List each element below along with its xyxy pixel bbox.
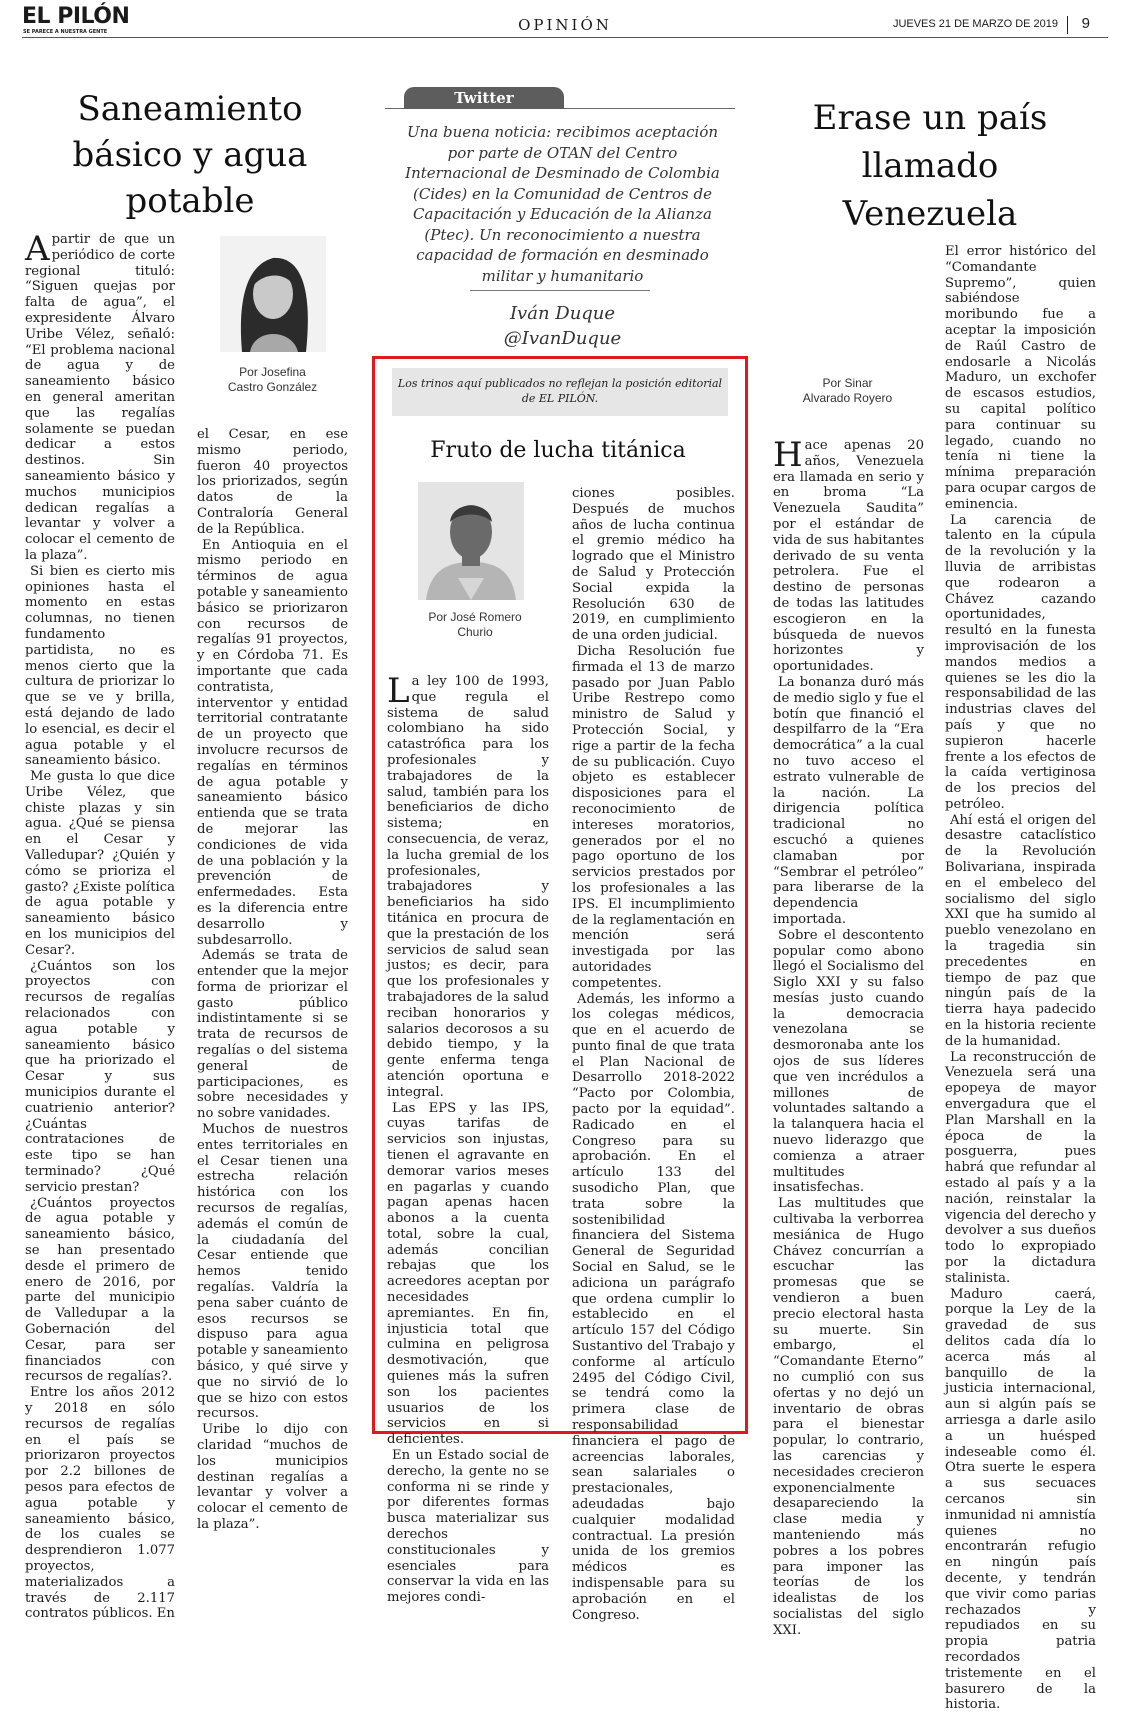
paragraph: Sobre el descontento popular como abono llegó el Socialismo del Siglo XXI y su falso mesías justo cuando la democracia venezolana se desmoronaba ante los ojos de sus líderes que ven incrédulos a millones de voluntades saltando a la talanquera hacia el nuevo liderazgo que comienza a atraer multitudes insatisfechas. <box>773 927 924 1196</box>
paragraph: Las EPS y las IPS, cuyas tarifas de servicios son injustas, tienen el agravante en demorar varios meses en pagarlas y cuando pagan apenas hacen abonos a la cuenta total, sobre la cual, además concilian rebajas que los acreedores aceptan por necesidades apremiantes. En fin, injusticia total que culmina en peligrosa desmotivación, que quienes más la sufren son los pacientes usuarios de los servicios en si deficientes. <box>387 1100 549 1448</box>
section-title: OPINIÓN <box>518 16 612 34</box>
masthead <box>22 6 1108 38</box>
tweet-quote: Una buena noticia: recibimos aceptación por parte de OTAN del Centro Internacional de Desminado de Colombia (Cides) en la Comunidad de Centros de Capacitación y Educación de la Alianza (Ptec). Un reconocimiento a nuestra capacidad de formación en desminado militar y humanitario <box>405 123 720 285</box>
paragraph: el Cesar, en ese mismo periodo, fueron 40 proyectos los priorizados, según datos de la Contraloría General de la República. <box>197 427 348 537</box>
paragraph: Hace apenas 20 años, Venezuela era llamada en serio y en broma “La Venezuela Saudita” por el estándar de vida de sus habitantes derivado de su venta petrolera. Fue el destino de personas de todas las latitudes escogieron en la búsqueda de nuevos horizontes y oportunidades. <box>773 435 924 675</box>
tweet-author <box>395 301 730 351</box>
paragraph: Las multitudes que cultivaba la verborrea mesiánica de Hugo Chávez concurrían a escuchar las promesas que se vendieron a buen precio electoral hasta su muerte. Sin embargo, el “Comandante Eterno” no cumplió con sus ofertas y no dejó un inventario de obras para el bienestar popular, lo contrario, las carencias y necesidades crecieron exponencialmente desapareciendo la clase media y manteniendo más pobres a los pobres para imponer las teorías de los idealistas de los socialistas del siglo XXI. <box>773 1196 924 1638</box>
header-divider <box>1067 16 1068 34</box>
author-photo-josefina <box>220 236 326 352</box>
drop-cap: A <box>25 229 50 269</box>
issue-date: JUEVES 21 DE MARZO DE 2019 <box>892 18 1058 30</box>
page-number: 9 <box>1081 15 1090 32</box>
drop-cap: L <box>387 671 410 711</box>
center-article-byline: Por José Romero Churio <box>428 610 522 639</box>
center-article-column-2 <box>572 486 735 1623</box>
paragraph: El error histórico del “Comandante Supremo”, quien sabiéndose moribundo fue a aceptar la imposición de Raúl Castro de endosarle a Nicolás Maduro, un exchofer de escasos estudios, su capital político para continuar su legado, cuando no tenía ni tiene la mínima preparación para ocupar cargos de eminencia. <box>945 244 1096 512</box>
right-article-column-1 <box>773 435 924 1639</box>
tweet-author-name: Iván Duque <box>509 303 616 324</box>
paragraph: Maduro caerá, porque la Ley de la gravedad de sus delitos cada día lo acerca más al banquillo de la justicia internacional, aun si algún país se arriesga a darle asilo a un huésped indeseable como él. Otra suerte le espera a sus secuaces cercanos sin inmunidad ni amnistía quienes no encontrarán refugio en ningún país decente, y tendrán que vivir como parias rechazados y repudiados en su propia patria recordados tristemente en el basurero de la historia. <box>945 1286 1096 1713</box>
paragraph: Además se trata de entender que la mejor forma de priorizar el gasto público indistintamente si se trata de recursos de regalías o del sistema general de participaciones, es sobre necesidades y no sobre vanidades. <box>197 948 348 1122</box>
paragraph: Apartir de que un periódico de corte regional tituló: “Siguen quejas por falta de agua”, el expresidente Álvaro Uribe Vélez, señaló: “El problema nacional de agua y de saneamiento básico en general ameritan que las regalías solamente se puedan dedicar a estos destinos. Sin saneamiento básico y muchos municipios dedican regalías a levantar y volver a colocar el cemento de la plaza”. <box>25 229 175 563</box>
paragraph: Entre los años 2012 y 2018 en sólo recursos de regalías en el país se priorizaron proyectos por 2.2 billones de pesos para efectos de agua potable y saneamiento básico, de los cuales se desprendieron 1.077 proyectos, materializados a través de 2.117 contratos públicos. En <box>25 1385 175 1622</box>
editorial-disclaimer: Los trinos aquí publicados no reflejan la posición editorial de EL PILÓN. <box>392 368 728 416</box>
left-article-byline: Por Josefina Castro González <box>227 365 318 394</box>
newspaper-logo[interactable]: EL PILÓN <box>22 4 130 29</box>
tweet-divider <box>470 290 650 291</box>
left-article-column-2 <box>197 427 348 1533</box>
drop-cap: H <box>773 435 803 475</box>
paragraph: ¿Cuántos son los proyectos con recursos de regalías relacionados con agua potable y saneamiento básico que ha priorizado el Cesar y sus municipios durante el cuatrienio anterior? ¿Cuántas contrataciones de este tipo se han terminado? ¿Qué servicio prestan? <box>25 958 175 1195</box>
twitter-tab: Twitter <box>404 87 564 109</box>
paragraph: Muchos de nuestros entes territoriales en el Cesar tienen una estrecha relación histórica con los recursos de regalías, además el común de la ciudadanía del Cesar entiende que hemos tenido regalías. Valdría la pena saber cuánto de esos recursos se dispuso para agua potable y saneamiento básico, y qué sirve y que no sirvió de lo que se hizo con estos recursos. <box>197 1122 348 1422</box>
paragraph: La bonanza duró más de medio siglo y fue el botín que financió el despilfarro de la “Era democrática” a la cual no tuvo acceso el estrato vulnerable de la nación. La dirigencia política tradicional no escuchó a quienes clamaban por “Sembrar el petróleo” para liberarse de la dependencia importada. <box>773 674 924 927</box>
paragraph: ¿Cuántos proyectos de agua potable y saneamiento básico, se han presentado desde el primero de enero de 2016, por parte del municipio de Valledupar a la Gobernación del Cesar, para ser financiados con recursos de regalías?. <box>25 1195 175 1385</box>
right-article-headline: Erase un país llamado Venezuela <box>812 98 1048 234</box>
left-article-headline: Saneamiento básico y agua potable <box>72 89 308 221</box>
paragraph: Dicha Resolución fue firmada el 13 de marzo pasado por Juan Pablo Uribe Restrepo como ministro de Salud y Protección Social, y rige a partir de la fecha de su publicación. Cuyo objeto es establecer disposiciones para el reconocimiento de intereses moratorios, generados por el no pago oportuno de los servicios prestados por los profesionales a las IPS. El incumplimiento de la reglamentación en mención será investigada por las autoridades competentes. <box>572 643 735 991</box>
paragraph: Si bien es cierto mis opiniones hasta el momento en estas columnas, no tienen fundamento partidista, no es menos cierto que la cultura de priorizar lo que se ve y brilla, está dejando de lado lo esencial, es decir el agua potable y el saneamiento básico. <box>25 563 175 769</box>
center-article-column-1 <box>387 671 549 1606</box>
paragraph: Ahí está el origen del desastre cataclístico de la Revolución Bolivariana, inspirada en el embeleco del socialismo del siglo XXI que ha sumido al pueblo venezolano en la tragedia sin precedentes en tiempo de paz que ningún país de la tierra haya padecido en la historia reciente de la humanidad. <box>945 812 1096 1049</box>
tweet-handle[interactable]: @IvanDuque <box>503 328 622 349</box>
right-article-column-2 <box>945 244 1096 1713</box>
center-article-headline: Fruto de lucha titánica <box>430 438 686 463</box>
paragraph: En un Estado social de derecho, la gente no se conforma ni se rinde y por diferentes formas busca materializar sus derechos constitucionales y esenciales para conservar la vida en las mejores condi- <box>387 1448 549 1606</box>
right-article-byline: Por Sinar Alvarado Royero <box>802 376 893 405</box>
paragraph: La ley 100 de 1993, que regula el sistema de salud colombiano ha sido catastrófica para los profesionales y trabajadores de la salud, también para los beneficiarios de dicho sistema; en consecuencia, de veraz, la lucha gremial de los profesionales, trabajadores y beneficiarios ha sido titánica en procura de que la prestación de los servicios de salud sean justos; es decir, para que los profesionales y trabajadores de la salud reciban honorarios y salarios decorosos a su debido tiempo, y la gente enferma tenga atención oportuna e integral. <box>387 671 549 1100</box>
paragraph: En Antioquia en el mismo periodo en términos de agua potable y saneamiento básico se priorizaron con recursos de regalías 91 proyectos, y en Córdoba 71. Es importante que cada contratista, interventor y entidad territorial contratante de un proyecto que involucre recursos de regalías en términos de agua potable y saneamiento básico entienda que se trata de mejorar las condiciones de vida de una población y la prevención de enfermedades. Esta es la diferencia entre desarrollo y subdesarrollo. <box>197 537 348 948</box>
paragraph: La reconstrucción de Venezuela será una epopeya de mayor envergadura que el Plan Marshall en la época de la posguerra, pues habrá que refundar al estado al país y a la nación, reinstalar la vigencia del derecho y devolver a sus dueños todo lo expropiado por la dictadura stalinista. <box>945 1049 1096 1286</box>
left-article-column-1 <box>25 229 175 1622</box>
logo-tagline: SE PARECE A NUESTRA GENTE <box>23 29 108 35</box>
paragraph: La carencia de talento en la cúpula de la revolución y la lluvia de arribistas que rodearon a Chávez cazando oportunidades, resultó en la funesta improvisación de los mandos medios a quienes se les dio la responsabilidad de las industrias claves del país y que no supieron hacerle frente a los efectos de la caída vertiginosa de los precios del petróleo. <box>945 512 1096 812</box>
header-rule <box>22 37 1108 38</box>
paragraph: ciones posibles. Después de muchos años de lucha continua el gremio médico ha logrado que el Ministro de Salud y Protección Social expida la Resolución 630 de 2019, en cumplimiento de una orden judicial. <box>572 486 735 644</box>
paragraph: Me gusta lo que dice Uribe Vélez, que chiste plazas y sin agua. ¿Qué se piensa en el Cesar y Valledupar? ¿Quién y cómo se prioriza el gasto? ¿Existe política de agua potable y saneamiento básico en los municipios del Cesar?. <box>25 769 175 958</box>
author-photo-jose <box>418 482 524 600</box>
paragraph: Uribe lo dijo con claridad “muchos de los municipios destinan regalías a levantar y volver a colocar el cemento de la plaza”. <box>197 1422 348 1532</box>
paragraph: Además, les informo a los colegas médicos, que en el acuerdo de punto final de que trata el Plan Nacional de Desarrollo 2018-2022 “Pacto por Colombia, pacto por la equidad”. Radicado en el Congreso para su aprobación. En el artículo 133 del susodicho Plan, que trata sobre la sostenibilidad financiera del Sistema General de Seguridad Social en Salud, se le adiciona un parágrafo que ordena cumplir lo establecido en el artículo 157 del Código Sustantivo del Trabajo y conforme al artículo 2495 del Código Civil, se tendrá como la primera clase de responsabilidad financiera el pago de acreencias laborales, sean salariales o prestacionales, adeudadas bajo cualquier modalidad contractual. La presión unida de los gremios médicos es indispensable para su aprobación en el Congreso. <box>572 991 735 1623</box>
